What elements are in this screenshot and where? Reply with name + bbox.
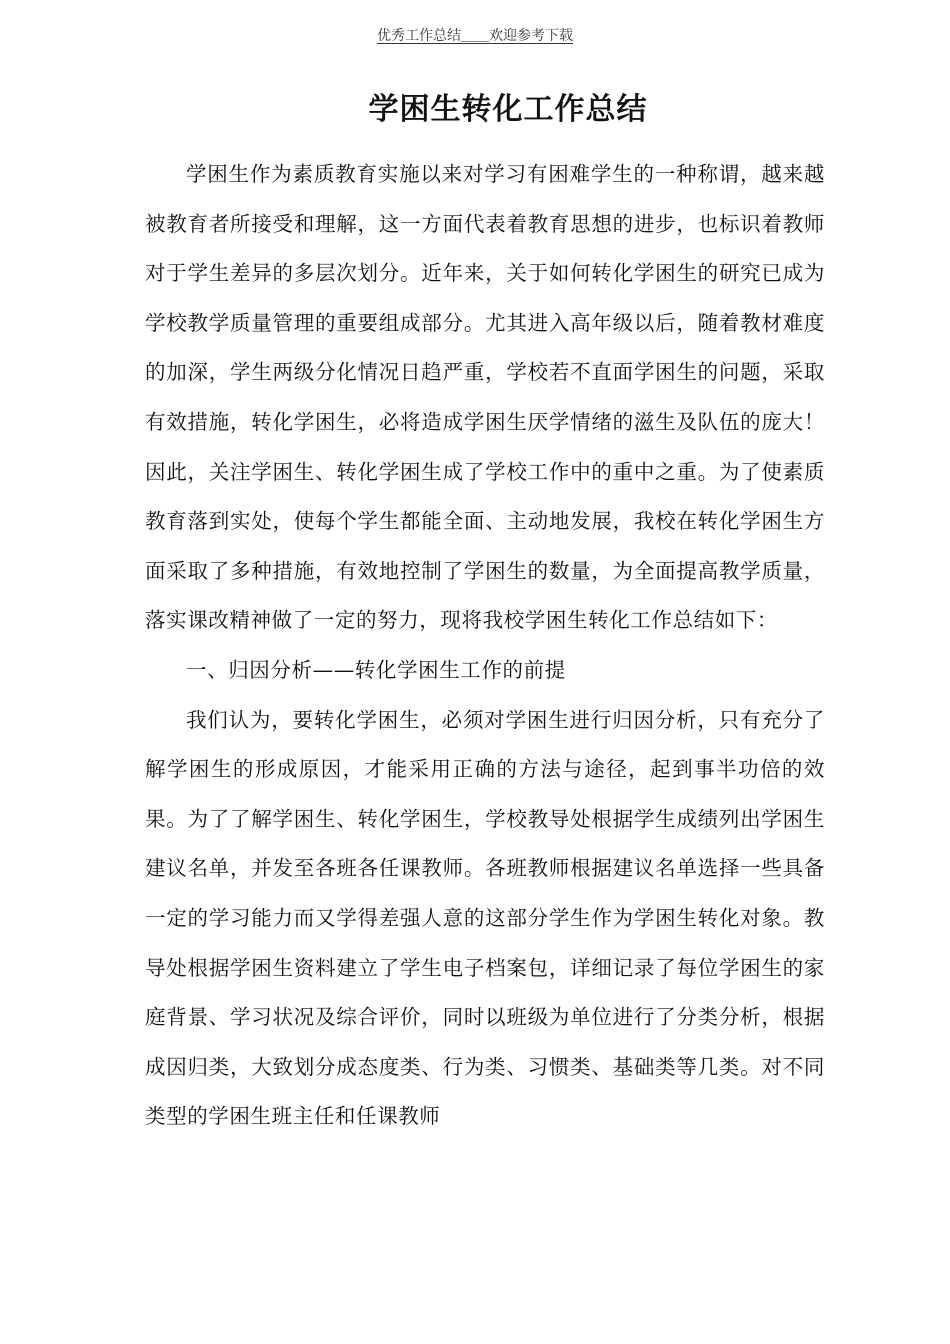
page-header bbox=[0, 26, 950, 46]
intro-paragraph: 学困生作为素质教育实施以来对学习有困难学生的一种称谓，越来越被教育者所接受和理解，这一方面代表着教育思想的进步，也标识着教师对于学生差异的多层次划分。近年来，关于如何转化学困生的研究已成为学校教学质量管理的重要组成部分。尤其进入高年级以后，随着教材难度的加深，学生两级分化情况日趋严重，学校若不直面学困生的问题，采取有效措施，转化学困生，必将造成学困生厌学情绪的滋生及队伍的庞大！因此，关注学困生、转化学困生成了学校工作中的重中之重。为了使素质教育落到实处，使每个学生都能全面、主动地发展，我校在转化学困生方面采取了多种措施，有效地控制了学困生的数量，为全面提高教学质量，落实课改精神做了一定的努力，现将我校学困生转化工作总结如下： bbox=[145, 162, 825, 633]
analysis-paragraph: 我们认为，要转化学困生，必须对学困生进行归因分析，只有充分了解学困生的形成原因，才能采用正确的方法与途径，起到事半功倍的效果。为了了解学困生、转化学困生，学校教导处根据学生成绩列出学困生建议名单，并发至各班各任课教师。各班教师根据建议名单选择一些具备一定的学习能力而又学得差强人意的这部分学生作为学困生转化对象。教导处根据学困生资料建立了学生电子档案包，详细记录了每位学困生的家庭背景、学习状况及综合评价，同时以班级为单位进行了分类分析，根据成因归类，大致划分成态度类、行为类、习惯类、基础类等几类。对不同类型的学困生班主任和任课教师 bbox=[145, 707, 825, 1129]
section-heading: 一、归因分析——转化学困生工作的前提 bbox=[186, 657, 566, 682]
document-title: 学困生转化工作总结 bbox=[368, 92, 648, 127]
document-body bbox=[145, 150, 825, 1142]
page-header-text: 优秀工作总结＿＿欢迎参考下载 bbox=[377, 28, 573, 44]
